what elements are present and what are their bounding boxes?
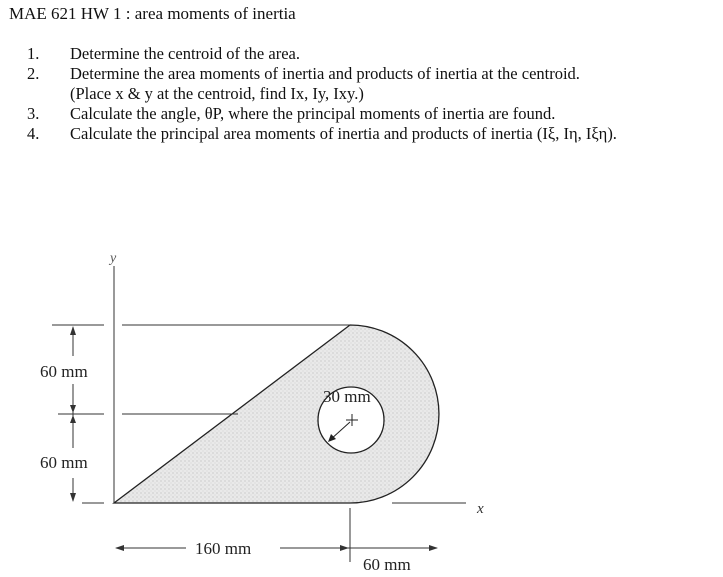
- dimension-arrow-right: [429, 545, 438, 551]
- x-axis-label: x: [477, 501, 484, 517]
- dimension-label-base: 160 mm: [195, 539, 252, 558]
- item-number: 4.: [27, 124, 40, 143]
- dimension-arrow-down: [70, 493, 76, 502]
- item-text: Determine the area moments of inertia and products of inertia at the centroid.: [70, 64, 580, 83]
- item-text: Determine the centroid of the area.: [70, 44, 300, 63]
- dimension-arrow-mid-down: [70, 405, 76, 413]
- dimension-label-bottom: 60 mm: [40, 453, 88, 472]
- item-text: Calculate the principal area moments of inertia and products of inertia (Iξ, Iη, Iξη).: [70, 124, 617, 143]
- dimension-label-right: 60 mm: [363, 555, 411, 574]
- item-number: 3.: [27, 104, 40, 123]
- page-title: MAE 621 HW 1 : area moments of inertia: [9, 4, 296, 23]
- item-text: Calculate the angle, θP, where the principal moments of inertia are found.: [70, 104, 556, 123]
- y-axis-label: y: [110, 251, 117, 266]
- dimension-arrow-center: [340, 545, 349, 551]
- dimension-arrow-up: [70, 326, 76, 335]
- dimension-label-hole: 30 mm: [323, 387, 371, 406]
- item-number: 1.: [27, 44, 40, 63]
- dimension-arrow-left: [115, 545, 124, 551]
- item-text-continued: (Place x & y at the centroid, find Ix, Iy, Ixy.): [70, 84, 364, 103]
- dimension-label-top: 60 mm: [40, 362, 88, 381]
- item-number: 2.: [27, 64, 40, 83]
- dimension-arrow-mid-up: [70, 415, 76, 423]
